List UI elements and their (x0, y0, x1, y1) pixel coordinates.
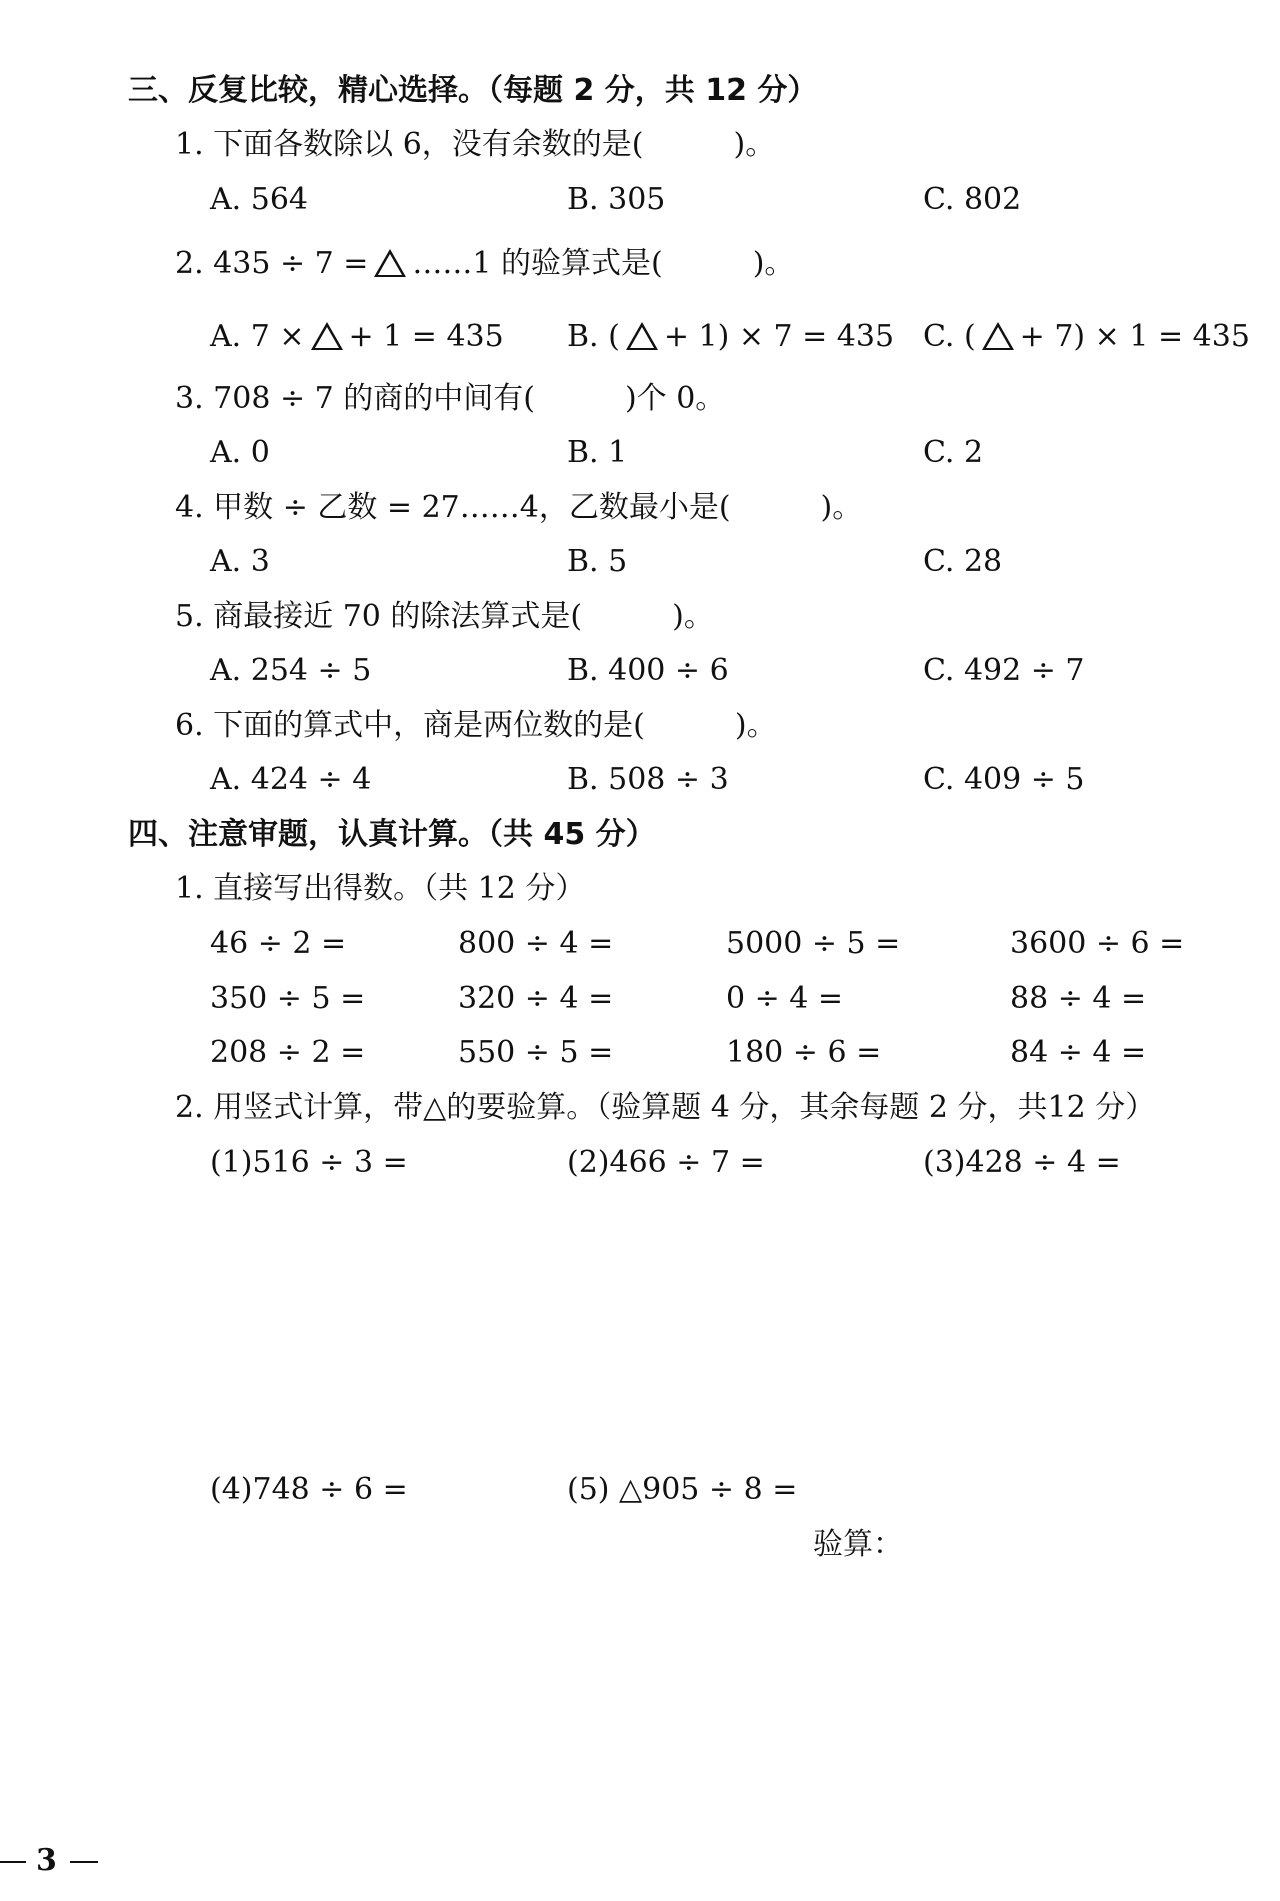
calc-item: 88 ÷ 4 = (1010, 981, 1147, 1016)
q3-option-a: A. 0 (210, 435, 270, 470)
calc-item: 800 ÷ 4 = (458, 926, 614, 961)
calc-item: 3600 ÷ 6 = (1010, 926, 1185, 961)
q2-b-post: + 1) × 7 = 435 (663, 319, 895, 354)
q2-option-c (923, 318, 1250, 356)
q4-option-c: C. 28 (923, 544, 1003, 579)
q2-c-pre: C. ( (923, 319, 976, 354)
q5-option-a: A. 254 ÷ 5 (210, 653, 372, 688)
q1-option-c: C. 802 (923, 182, 1022, 217)
triangle-icon (626, 322, 658, 350)
q6-stem: 6. 下面的算式中，商是两位数的是( )。 (175, 708, 777, 743)
q5-option-c: C. 492 ÷ 7 (923, 653, 1085, 688)
check-label: 验算： (813, 1527, 903, 1562)
triangle-icon (374, 249, 406, 277)
q4-option-b: B. 5 (567, 544, 628, 579)
p2-stem: 2. 用竖式计算，带△的要验算。（验算题 4 分，其余每题 2 分，共12 分） (175, 1090, 1156, 1125)
triangle-icon (311, 322, 343, 350)
q3-option-c: C. 2 (923, 435, 984, 470)
footer-rule-left (0, 1861, 26, 1863)
vertical-calc-item: (1)516 ÷ 3 = (210, 1145, 408, 1180)
q5-stem: 5. 商最接近 70 的除法算式是( )。 (175, 599, 714, 634)
q2-c-post: + 7) × 1 = 435 (1019, 319, 1250, 354)
q6-option-a: A. 424 ÷ 4 (210, 762, 372, 797)
section-3-title: 三、反复比较，精心选择。（每题 2 分，共 12 分） (128, 73, 818, 108)
q2-stem-pre: 2. 435 ÷ 7 = (175, 246, 369, 281)
q2-stem-post: ……1 的验算式是( )。 (412, 246, 795, 281)
q4-stem: 4. 甲数 ÷ 乙数 = 27……4，乙数最小是( )。 (175, 490, 863, 525)
q1-option-a: A. 564 (210, 182, 308, 217)
vertical-calc-item: (5) △905 ÷ 8 = (567, 1472, 798, 1507)
calc-item: 320 ÷ 4 = (458, 981, 614, 1016)
calc-item: 550 ÷ 5 = (458, 1035, 614, 1070)
q3-option-b: B. 1 (567, 435, 628, 470)
vertical-calc-item: (4)748 ÷ 6 = (210, 1472, 408, 1507)
q6-option-c: C. 409 ÷ 5 (923, 762, 1085, 797)
q3-stem: 3. 708 ÷ 7 的商的中间有( )个 0。 (175, 381, 726, 416)
q1-stem: 1. 下面各数除以 6，没有余数的是( )。 (175, 127, 776, 162)
vertical-calc-item: (2)466 ÷ 7 = (567, 1145, 765, 1180)
calc-item: 180 ÷ 6 = (726, 1035, 882, 1070)
calc-item: 84 ÷ 4 = (1010, 1035, 1147, 1070)
calc-item: 350 ÷ 5 = (210, 981, 366, 1016)
q2-b-pre: B. ( (567, 319, 620, 354)
q1-option-b: B. 305 (567, 182, 666, 217)
q2-option-a (210, 318, 504, 356)
q2-a-pre: A. 7 × (210, 319, 305, 354)
q2-option-b (567, 318, 894, 356)
vertical-calc-item: (3)428 ÷ 4 = (923, 1145, 1121, 1180)
q2-stem (175, 245, 794, 283)
calc-item: 0 ÷ 4 = (726, 981, 844, 1016)
calc-item: 208 ÷ 2 = (210, 1035, 366, 1070)
section-4-title: 四、注意审题，认真计算。（共 45 分） (128, 817, 656, 852)
page-number: 3 (36, 1843, 57, 1878)
p1-stem: 1. 直接写出得数。（共 12 分） (175, 871, 586, 906)
q6-option-b: B. 508 ÷ 3 (567, 762, 729, 797)
q4-option-a: A. 3 (210, 544, 270, 579)
q5-option-b: B. 400 ÷ 6 (567, 653, 729, 688)
triangle-icon (982, 322, 1014, 350)
q2-a-post: + 1 = 435 (348, 319, 504, 354)
footer-rule-right (70, 1861, 98, 1863)
calc-item: 5000 ÷ 5 = (726, 926, 901, 961)
calc-item: 46 ÷ 2 = (210, 926, 347, 961)
